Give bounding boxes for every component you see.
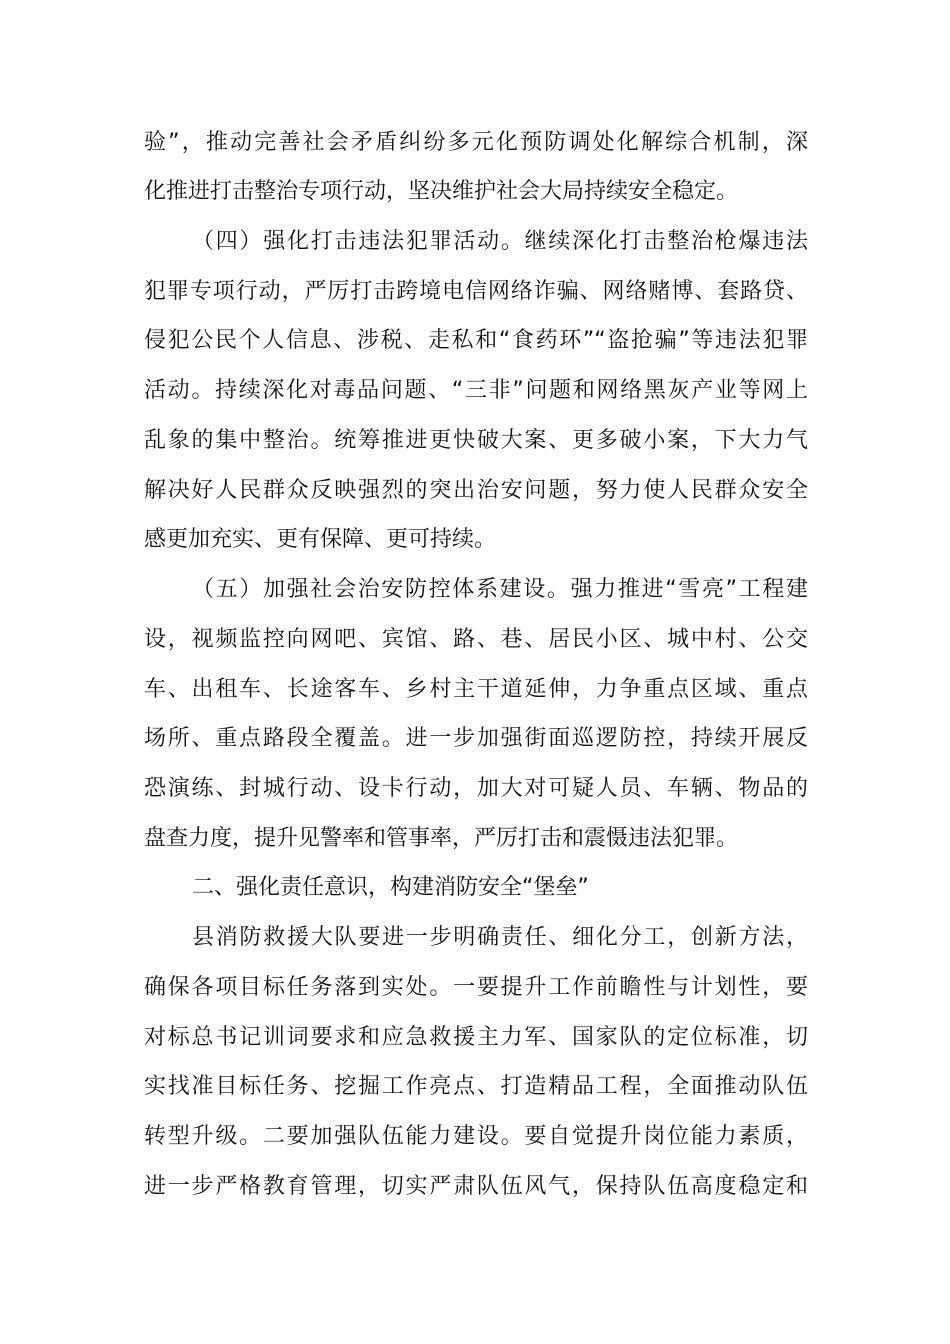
chapter-heading: 二、强化责任意识，构建消防安全“堡垒” [192, 875, 589, 900]
paragraph-line: 验”，推动完善社会矛盾纠纷多元化预防调处化解综合机制，深 [144, 130, 808, 155]
paragraph-line: 感更加充实、更有保障、更可持续。 [144, 527, 497, 552]
paragraph-line: 转型升级。二要加强队伍能力建设。要自觉提升岗位能力素质， [144, 1124, 808, 1149]
paragraph-line: 盘查力度，提升见警率和管事率，严厉打击和震慑违法犯罪。 [144, 826, 739, 851]
paragraph-line: 车、出租车、长途客车、乡村主干道延伸，力争重点区域、重点 [144, 677, 808, 702]
paragraph-line: 犯罪专项行动，严厉打击跨境电信网络诈骗、网络赌博、套路贷、 [144, 279, 808, 304]
paragraph-line: 设，视频监控向网吧、宾馆、路、巷、居民小区、城中村、公交 [144, 627, 808, 652]
section-heading-line: （四）强化打击违法犯罪活动。继续深化打击整治枪爆违法 [192, 229, 808, 254]
paragraph-line: 侵犯公民个人信息、涉税、走私和“食药环”“盗抢骗”等违法犯罪 [144, 328, 808, 353]
paragraph-line: 场所、重点路段全覆盖。进一步加强街面巡逻防控，持续开展反 [144, 726, 808, 751]
paragraph-line: 恐演练、封城行动、设卡行动，加大对可疑人员、车辆、物品的 [144, 776, 808, 801]
paragraph-line: 实找准目标任务、挖掘工作亮点、打造精品工程，全面推动队伍 [144, 1074, 808, 1099]
paragraph-line: 乱象的集中整治。统筹推进更快破大案、更多破小案，下大力气 [144, 428, 808, 453]
paragraph-line: 对标总书记训词要求和应急救援主力军、国家队的定位标准，切 [144, 1025, 808, 1050]
paragraph-line: 确保各项目标任务落到实处。一要提升工作前瞻性与计划性，要 [144, 975, 808, 1000]
paragraph-line: 进一步严格教育管理，切实严肃队伍风气，保持队伍高度稳定和 [144, 1174, 808, 1199]
paragraph-line: 解决好人民群众反映强烈的突出治安问题，努力使人民群众安全 [144, 478, 808, 503]
section-heading-line: （五）加强社会治安防控体系建设。强力推进“雪亮”工程建 [192, 577, 808, 602]
paragraph-line: 化推进打击整治专项行动，坚决维护社会大局持续安全稳定。 [144, 179, 739, 204]
paragraph-line: 活动。持续深化对毒品问题、“三非”问题和网络黑灰产业等网上 [144, 378, 808, 403]
paragraph-line: 县消防救援大队要进一步明确责任、细化分工，创新方法， [192, 925, 808, 950]
